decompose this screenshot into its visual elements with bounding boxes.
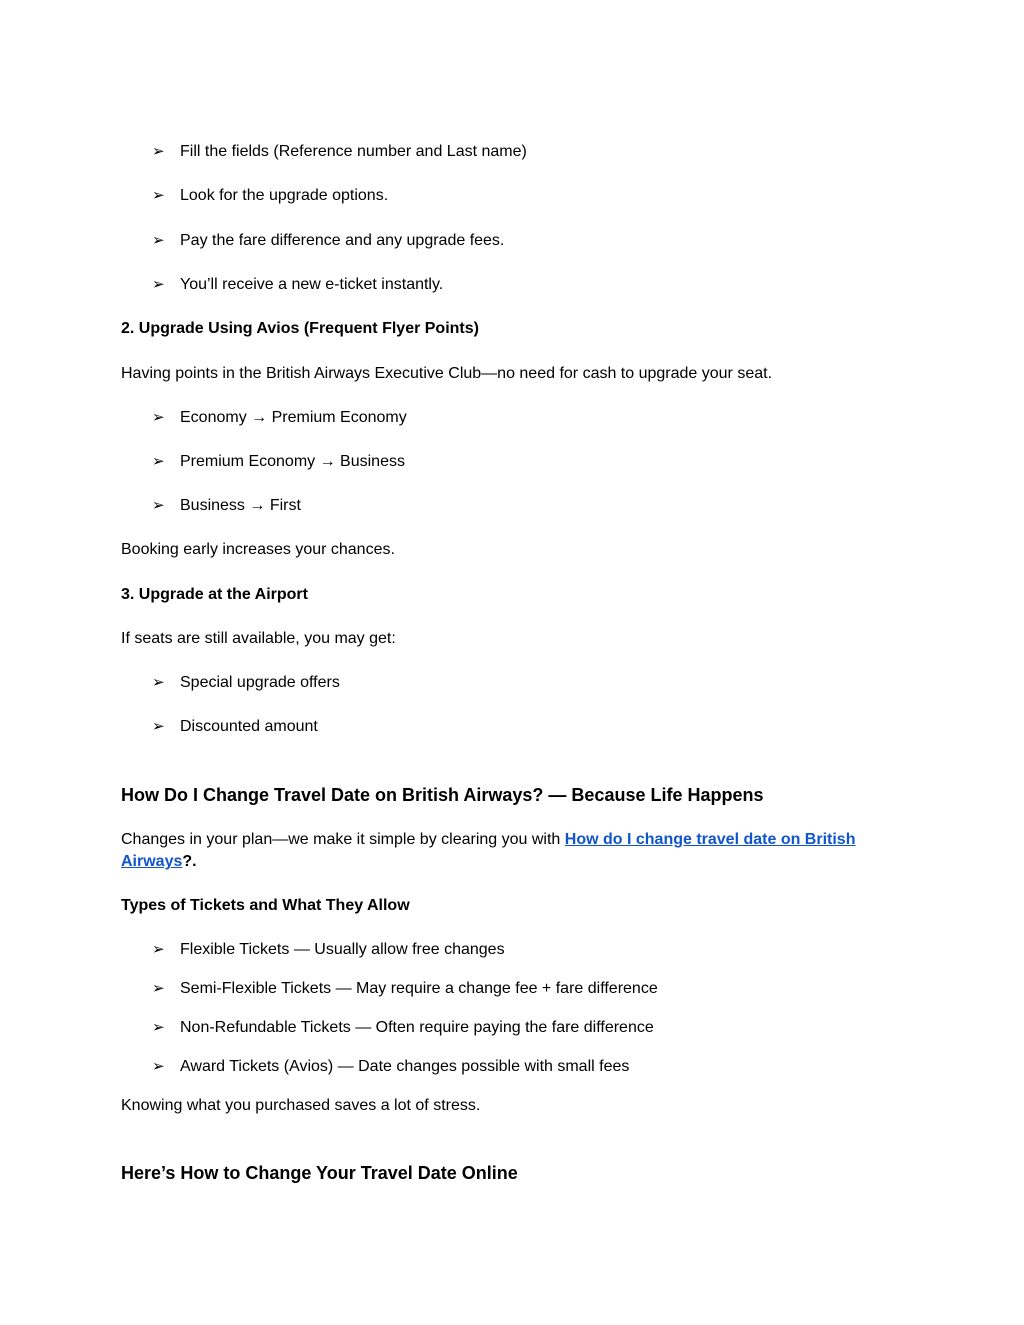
paragraph: Knowing what you purchased saves a lot of stress.: [121, 1097, 481, 1114]
list-item: [152, 979, 658, 999]
arrow-bullet-icon: ➢: [152, 718, 165, 735]
list-item: [152, 452, 405, 472]
arrow-bullet-icon: ➢: [152, 1058, 165, 1075]
list-item-text: Fill the fields (Reference number and Last name): [180, 143, 527, 160]
list-item: [152, 940, 505, 960]
list-item: [152, 496, 301, 516]
list-item: [152, 1057, 629, 1077]
arrow-bullet-icon: ➢: [152, 409, 165, 426]
arrow-bullet-icon: ➢: [152, 674, 165, 691]
list-item: [152, 1018, 654, 1038]
list-item: [152, 186, 388, 206]
arrow-bullet-icon: ➢: [152, 453, 165, 470]
section-heading: Here’s How to Change Your Travel Date Online: [121, 1163, 518, 1183]
arrow-bullet-icon: ➢: [152, 276, 165, 293]
subheading: Types of Tickets and What They Allow: [121, 897, 410, 914]
list-item-text: Discounted amount: [180, 718, 318, 735]
list-item-text: Economy → Premium Economy: [180, 409, 407, 426]
arrow-bullet-icon: ➢: [152, 1019, 165, 1036]
list-item-text: Semi-Flexible Tickets — May require a change fee + fare difference: [180, 980, 658, 997]
list-item: [152, 408, 407, 428]
paragraph: Booking early increases your chances.: [121, 541, 395, 558]
arrow-bullet-icon: ➢: [152, 980, 165, 997]
list-item-text: Award Tickets (Avios) — Date changes possible with small fees: [180, 1058, 630, 1075]
list-item: [152, 717, 318, 737]
arrow-bullet-icon: ➢: [152, 187, 165, 204]
list-item-text: Look for the upgrade options.: [180, 187, 389, 204]
arrow-bullet-icon: ➢: [152, 941, 165, 958]
section-heading: 2. Upgrade Using Avios (Frequent Flyer Points): [121, 320, 479, 337]
arrow-bullet-icon: ➢: [152, 497, 165, 514]
change-date-link[interactable]: How do I change travel date on British Airways: [121, 831, 856, 870]
section-heading: 3. Upgrade at the Airport: [121, 586, 308, 603]
list-item-text: You’ll receive a new e-ticket instantly.: [180, 276, 444, 293]
list-item: [152, 231, 504, 251]
paragraph-suffix: ?.: [182, 853, 197, 870]
list-item-text: Pay the fare difference and any upgrade fees.: [180, 232, 505, 249]
paragraph-text: Changes in your plan—we make it simple by clearing you with: [121, 831, 565, 848]
list-item-text: Premium Economy → Business: [180, 453, 405, 470]
list-item: [152, 275, 443, 295]
list-item-text: Business → First: [180, 497, 301, 514]
paragraph: [121, 829, 901, 873]
list-item: [152, 673, 340, 693]
list-item: [152, 142, 527, 162]
list-item-text: Special upgrade offers: [180, 674, 340, 691]
arrow-bullet-icon: ➢: [152, 232, 165, 249]
section-heading: How Do I Change Travel Date on British Airways? — Because Life Happens: [121, 785, 764, 805]
arrow-bullet-icon: ➢: [152, 143, 165, 160]
list-item-text: Flexible Tickets — Usually allow free changes: [180, 941, 505, 958]
list-item-text: Non-Refundable Tickets — Often require paying the fare difference: [180, 1019, 654, 1036]
paragraph: Having points in the British Airways Executive Club—no need for cash to upgrade your seat.: [121, 365, 773, 382]
paragraph: If seats are still available, you may get:: [121, 630, 396, 647]
